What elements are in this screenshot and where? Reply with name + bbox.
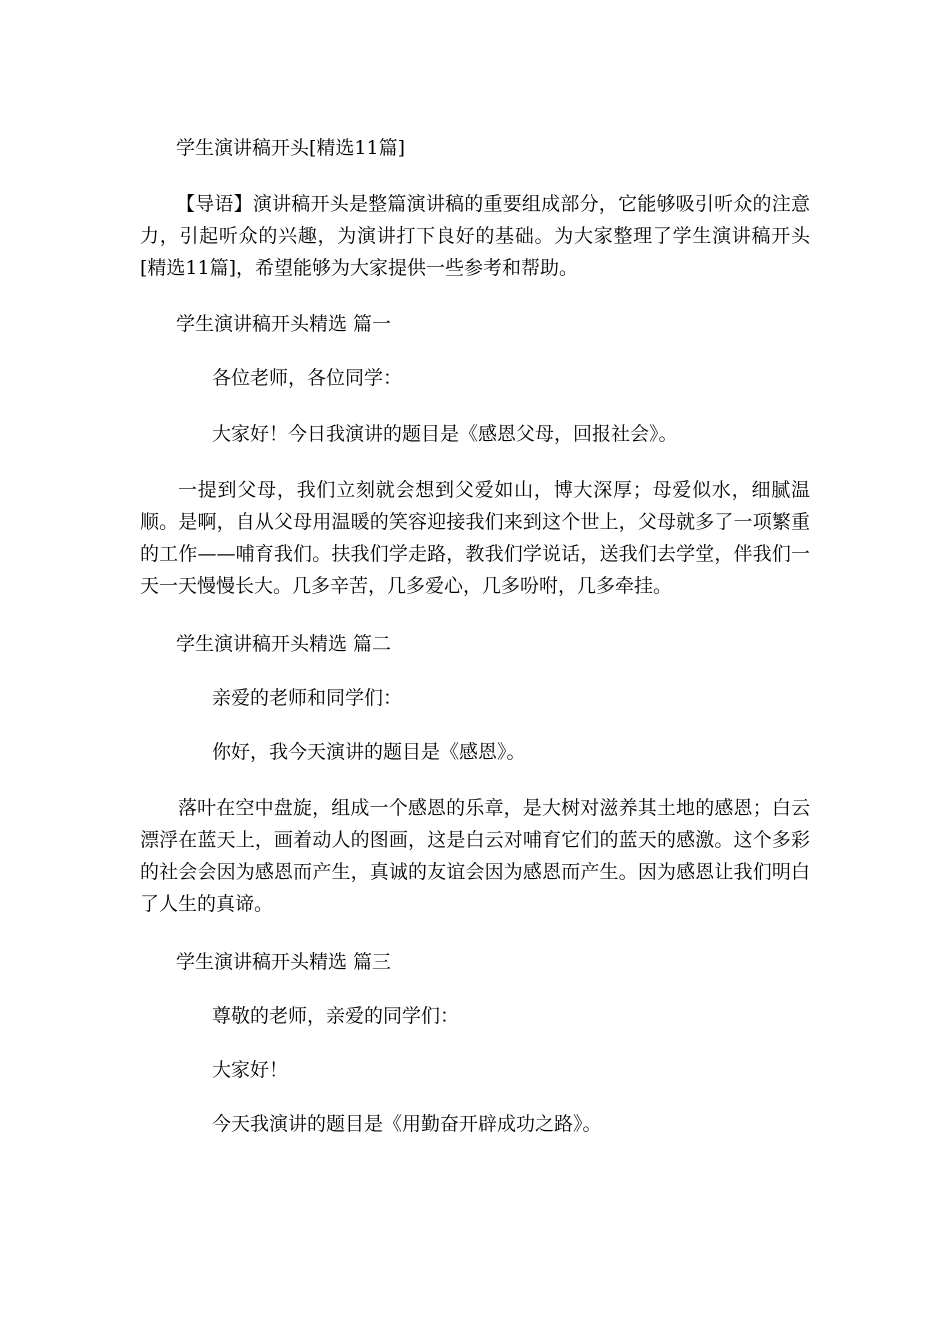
section-heading-1: 学生演讲稿开头精选 篇一 xyxy=(176,313,392,335)
intro-paragraph: 【导语】演讲稿开头是整篇演讲稿的重要组成部分，它能够吸引听众的注意力，引起听众的兴趣，为演讲打下良好的基础。为大家整理了学生演讲稿开头[精选11篇]，希望能够为大家提供一些参考和帮助。 xyxy=(140,193,810,279)
section-paragraph-3: 今天我演讲的题目是《用勤奋开辟成功之路》。 xyxy=(212,1113,602,1135)
section-greeting-2: 你好，我今天演讲的题目是《感恩》。 xyxy=(212,741,526,763)
section-salutation-3: 尊敬的老师，亲爱的同学们： xyxy=(212,1005,460,1027)
section-heading-3: 学生演讲稿开头精选 篇三 xyxy=(176,951,392,973)
section-heading-2: 学生演讲稿开头精选 篇二 xyxy=(176,633,392,655)
section-greeting-3: 大家好！ xyxy=(212,1059,289,1081)
section-salutation-2: 亲爱的老师和同学们： xyxy=(212,687,403,709)
document-title: 学生演讲稿开头[精选11篇] xyxy=(176,137,406,159)
section-salutation-1: 各位老师，各位同学： xyxy=(212,367,403,389)
section-paragraph-2: 落叶在空中盘旋，组成一个感恩的乐章，是大树对滋养其土地的感恩；白云漂浮在蓝天上，画着动人的图画，这是白云对哺育它们的蓝天的感激。这个多彩的社会会因为感恩而产生，真诚的友谊会因为感恩而产生。因为感恩让我们明白了人生的真谛。 xyxy=(140,797,810,915)
section-greeting-1: 大家好！今日我演讲的题目是《感恩父母，回报社会》。 xyxy=(212,423,678,445)
section-paragraph-1: 一提到父母，我们立刻就会想到父爱如山，博大深厚；母爱似水，细腻温顺。是啊，自从父母用温暖的笑容迎接我们来到这个世上，父母就多了一项繁重的工作——哺育我们。扶我们学走路，教我们学说话，送我们去学堂，伴我们一天一天慢慢长大。几多辛苦，几多爱心，几多吩咐，几多牵挂。 xyxy=(140,479,810,597)
